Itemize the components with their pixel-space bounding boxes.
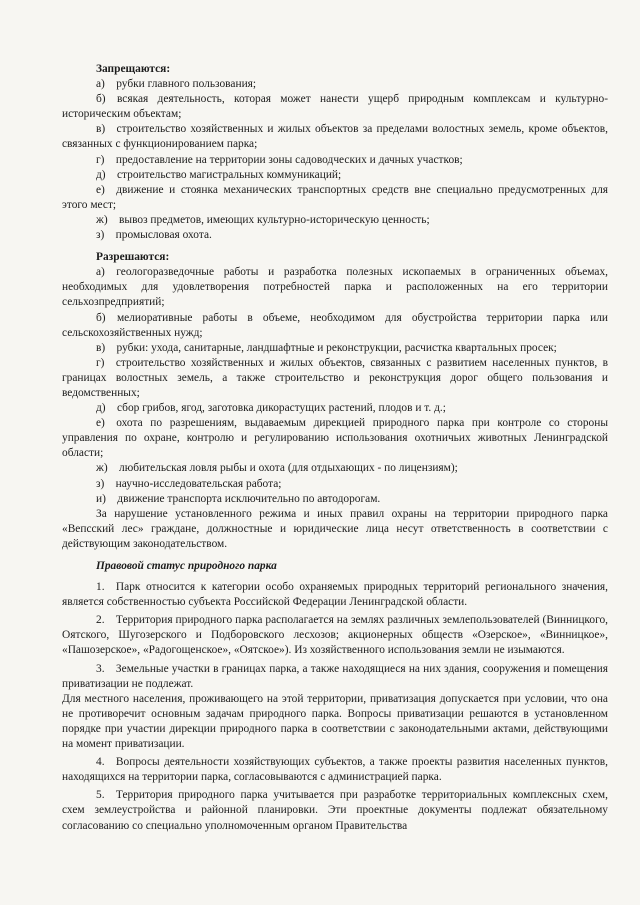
prohibited-item-v: в) строительство хозяйственных и жилых объектов за пределами волостных земель, кроме объектов, связанных с функционированием парка; <box>62 123 608 151</box>
prohibited-item-d: д) строительство магистральных коммуникаций; <box>96 168 342 181</box>
liability-paragraph: За нарушение установленного режима и иных правил охраны на территории природного парка «Вепсский лес» граждане, должностные и юридические лица несут ответственность в соответствии с действующим законодательством. <box>62 507 608 550</box>
legal-status-heading: Правовой статус природного парка <box>96 560 277 572</box>
prohibited-item-z: з) промысловая охота. <box>96 229 212 242</box>
legal-status-paragraph-5: 5. Территория природного парка учитывается при разработке территориальных комплексных схем, схем землеустройства и районной планировки. Эти проектные документы подлежат обязательному согласованию со специально уполномоченным органом Правительства <box>62 789 608 832</box>
allowed-item-b: б) мелиоративные работы в объеме, необходимом для обустройства территории парка или сельскохозяйственных нужд; <box>62 311 608 339</box>
allowed-item-g: г) строительство хозяйственных и жилых объектов, связанных с развитием населенных пунктов, в границах волостных земель, а также строительство и реконструкция дорог общего пользования и ведомственных; <box>62 356 608 399</box>
prohibited-item-zh: ж) вывоз предметов, имеющих культурно-историческую ценность; <box>96 213 430 226</box>
prohibited-item-a: а) рубки главного пользования; <box>96 78 257 91</box>
allowed-item-d: д) сбор грибов, ягод, заготовка дикорастущих растений, плодов и т. д.; <box>96 402 446 415</box>
allowed-item-e: е) охота по разрешениям, выдаваемым дирекцией природного парка при контроле со стороны управления по охране, контролю и регулированию использования охотничьих животных Ленинградской области; <box>62 417 608 460</box>
allowed-item-z: з) научно-исследовательская работа; <box>96 477 282 490</box>
prohibited-heading: Запрещаются: <box>96 63 171 75</box>
allowed-item-v: в) рубки: ухода, санитарные, ландшафтные и реконструкции, расчистка квартальных просек; <box>96 341 557 354</box>
legal-status-paragraph-1: 1. Парк относится к категории особо охраняемых природных территорий регионального значения, является собственностью субъекта Российской Федерации Ленинградской области. <box>62 581 608 609</box>
legal-status-paragraph-3-continued: Для местного населения, проживающего на этой территории, приватизация допускается при условии, что она не противоречит основным задачам природного парка. Вопросы приватизации решаются в установленном порядке при участии дирекции природного парка в соответствии с законодательными актами, действующими на момент приватизации. <box>62 692 608 751</box>
prohibited-item-e: е) движение и стоянка механических транспортных средств вне специально предусмотренных для этого мест; <box>62 183 608 211</box>
allowed-heading: Разрешаются: <box>96 251 170 264</box>
allowed-item-i: и) движение транспорта исключительно по автодорогам. <box>96 492 381 505</box>
legal-status-paragraph-2: 2. Территория природного парка располагается на землях различных землепользователей (Винницкого, Оятского, Шугозерского и Подборовского лесхозов; акционерных обществ «Озерское», «Винницкое», «Пашозерское», «Радогощенское», «Оятское»). Из хозяйственного использования земли не изымаются. <box>62 614 608 657</box>
allowed-item-a: а) геологоразведочные работы и разработка полезных ископаемых в ограниченных объемах, необходимых для удовлетворения потребностей парка и расположенных на его территории сельхозпредприятий; <box>62 266 608 309</box>
legal-status-paragraph-4: 4. Вопросы деятельности хозяйствующих субъектов, а также проекты развития населенных пунктов, находящихся на территории парка, согласовываются с администрацией парка. <box>62 756 608 784</box>
prohibited-item-b: б) всякая деятельность, которая может нанести ущерб природным комплексам и культурно-историческим объектам; <box>62 93 608 121</box>
prohibited-item-g: г) предоставление на территории зоны садоводческих и дачных участков; <box>96 153 463 166</box>
legal-status-paragraph-3: 3. Земельные участки в границах парка, а также находящиеся на них здания, сооружения и помещения приватизации не подлежат. <box>62 662 608 690</box>
allowed-item-zh: ж) любительская ловля рыбы и охота (для отдыхающих - по лицензиям); <box>96 462 458 475</box>
